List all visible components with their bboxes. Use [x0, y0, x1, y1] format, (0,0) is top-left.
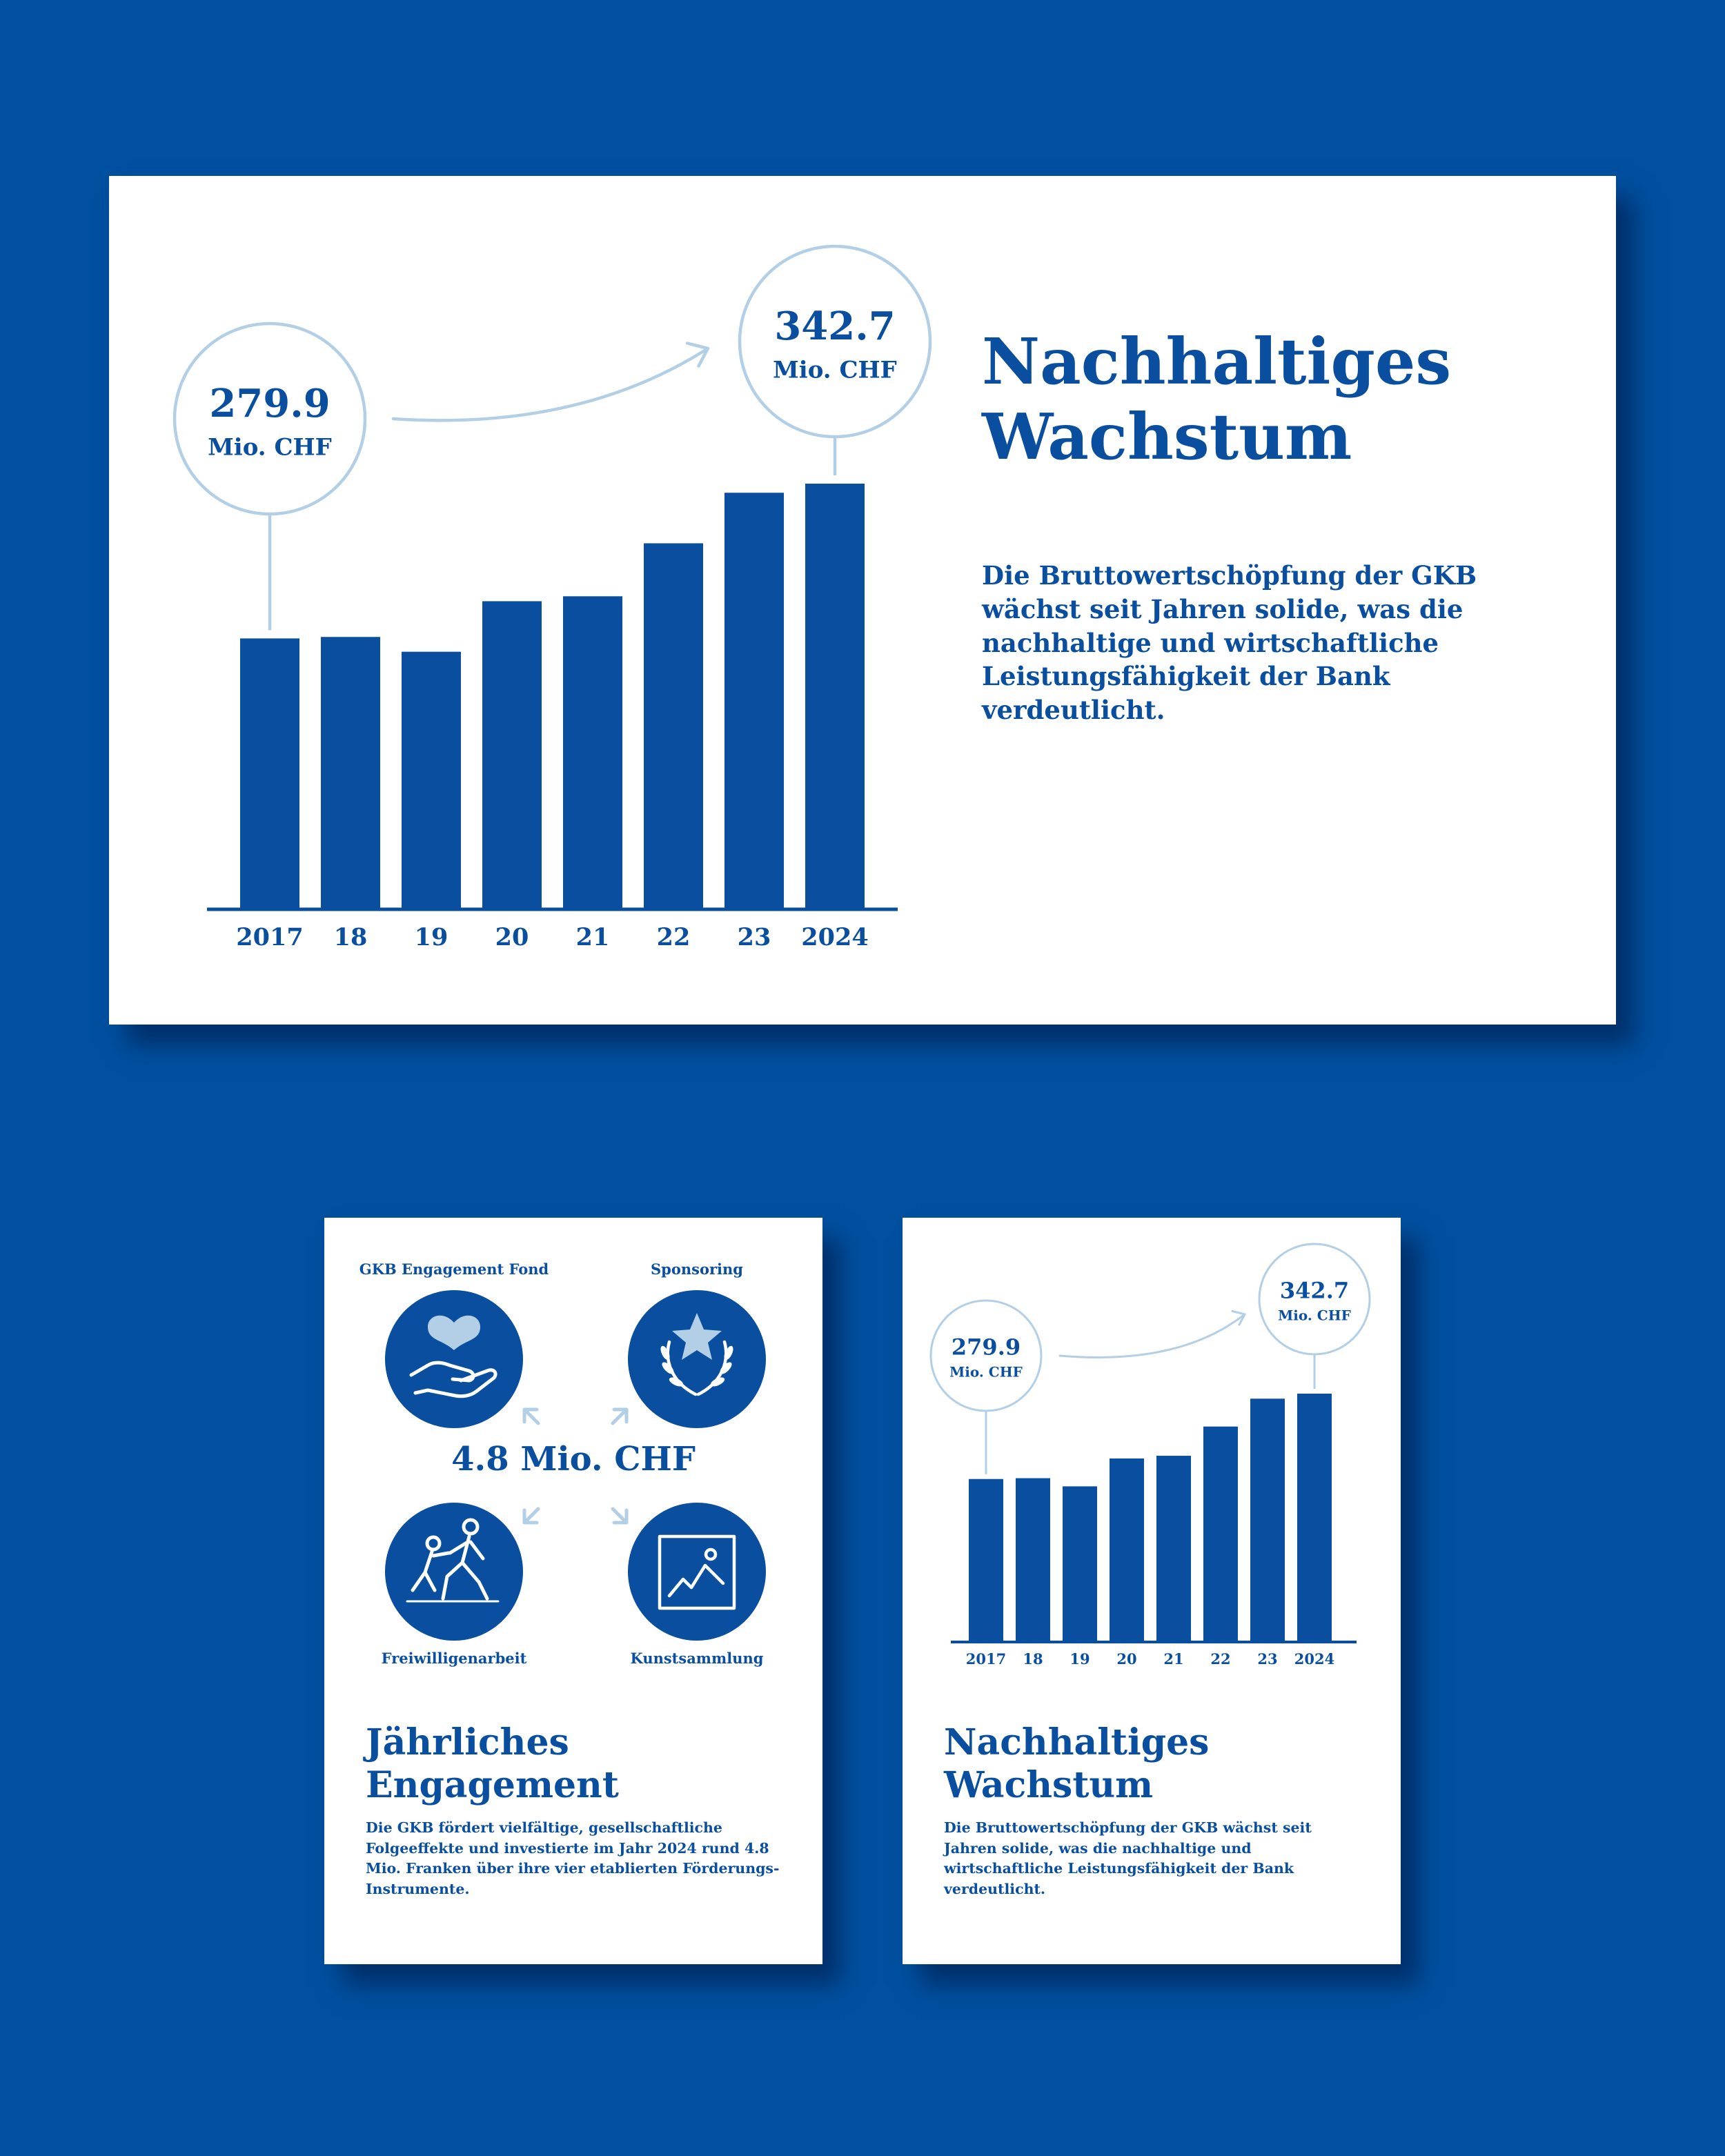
engagement-description: Die GKB fördert vielfältige, gesellschaftliche Folgeeffekte und investierte im Jahr 2024 rund 4.8 Mio. Franken über ihre vier etablierten Förderungs-Instrumente.	[366, 1819, 780, 1898]
large-bar-19	[402, 652, 461, 909]
small-tick-label-22: 22	[1210, 1650, 1231, 1668]
small-tick-label-19: 19	[1070, 1650, 1090, 1668]
large-tick-label-23: 23	[737, 923, 771, 951]
small-bar-2017	[969, 1479, 1003, 1642]
freiwilligenarbeit-label: Freiwilligenarbeit	[381, 1650, 527, 1667]
large-bar-22	[644, 543, 703, 909]
growth-card-large	[109, 176, 1616, 1025]
large-tick-label-2017: 2017	[236, 923, 304, 951]
large-callout-value-2017: 279.9	[209, 381, 331, 427]
large-bar-18	[321, 637, 380, 909]
large-tick-label-22: 22	[656, 923, 691, 951]
small-growth-arrow	[1060, 1314, 1245, 1358]
growth-title-small: Nachhaltiges Wachstum	[944, 1721, 1210, 1807]
kunstsammlung-label: Kunstsammlung	[630, 1650, 764, 1667]
large-callout-unit-2024: Mio. CHF	[773, 356, 897, 384]
large-bar-23	[724, 493, 784, 909]
small-bar-18	[1016, 1478, 1050, 1642]
large-growth-arrow	[393, 348, 708, 420]
small-bar-22	[1203, 1427, 1238, 1642]
small-bar-19	[1063, 1486, 1097, 1642]
large-tick-label-18: 18	[333, 923, 368, 951]
growth-card-small	[903, 1218, 1401, 1964]
large-tick-label-20: 20	[495, 923, 529, 951]
small-tick-label-23: 23	[1257, 1650, 1278, 1668]
small-tick-label-20: 20	[1116, 1650, 1137, 1668]
growth-description-large: Die Bruttowertschöpfung der GKB wächst seit Jahren solide, was die nachhaltige und wirtschaftliche Leistungsfähigkeit der Bank verdeutlicht.	[982, 560, 1477, 726]
large-tick-label-2024: 2024	[801, 923, 869, 951]
growth-title-large: Nachhaltiges Wachstum	[982, 324, 1452, 474]
small-callout-value-2024: 342.7	[1279, 1277, 1350, 1304]
small-bar-23	[1250, 1398, 1285, 1642]
small-bar-20	[1110, 1458, 1144, 1642]
large-callout-value-2024: 342.7	[774, 304, 896, 350]
small-tick-label-2024: 2024	[1294, 1650, 1335, 1668]
small-tick-label-18: 18	[1023, 1650, 1043, 1668]
small-tick-label-21: 21	[1163, 1650, 1184, 1668]
sponsoring-label: Sponsoring	[651, 1260, 743, 1278]
small-tick-label-2017: 2017	[965, 1650, 1007, 1668]
large-bar-2024	[805, 484, 865, 909]
large-tick-label-21: 21	[575, 923, 610, 951]
large-callout-unit-2017: Mio. CHF	[208, 433, 332, 462]
small-callout-value-2017: 279.9	[951, 1334, 1021, 1361]
small-bar-2024	[1297, 1394, 1332, 1642]
large-bar-20	[482, 601, 542, 909]
bar-chart-small	[903, 1218, 1401, 1701]
large-tick-label-19: 19	[414, 923, 448, 951]
small-callout-unit-2024: Mio. CHF	[1278, 1307, 1351, 1324]
large-bar-2017	[240, 638, 299, 909]
engagement-total-value: 4.8 Mio. CHF	[451, 1440, 696, 1478]
growth-description-small: Die Bruttowertschöpfung der GKB wächst seit Jahren solide, was die nachhaltige und wirtschaftliche Leistungsfähigkeit der Bank verdeutlicht.	[944, 1819, 1312, 1898]
small-bar-21	[1156, 1456, 1191, 1642]
small-callout-unit-2017: Mio. CHF	[949, 1363, 1023, 1381]
large-bar-21	[563, 596, 622, 909]
engagement-title: Jährliches Engagement	[366, 1721, 619, 1807]
engagement-fond-label: GKB Engagement Fond	[359, 1260, 549, 1278]
engagement-fond-circle	[385, 1290, 523, 1428]
engagement-card	[324, 1218, 822, 1964]
kunstsammlung-circle	[628, 1503, 766, 1641]
sponsoring-circle	[628, 1290, 766, 1428]
